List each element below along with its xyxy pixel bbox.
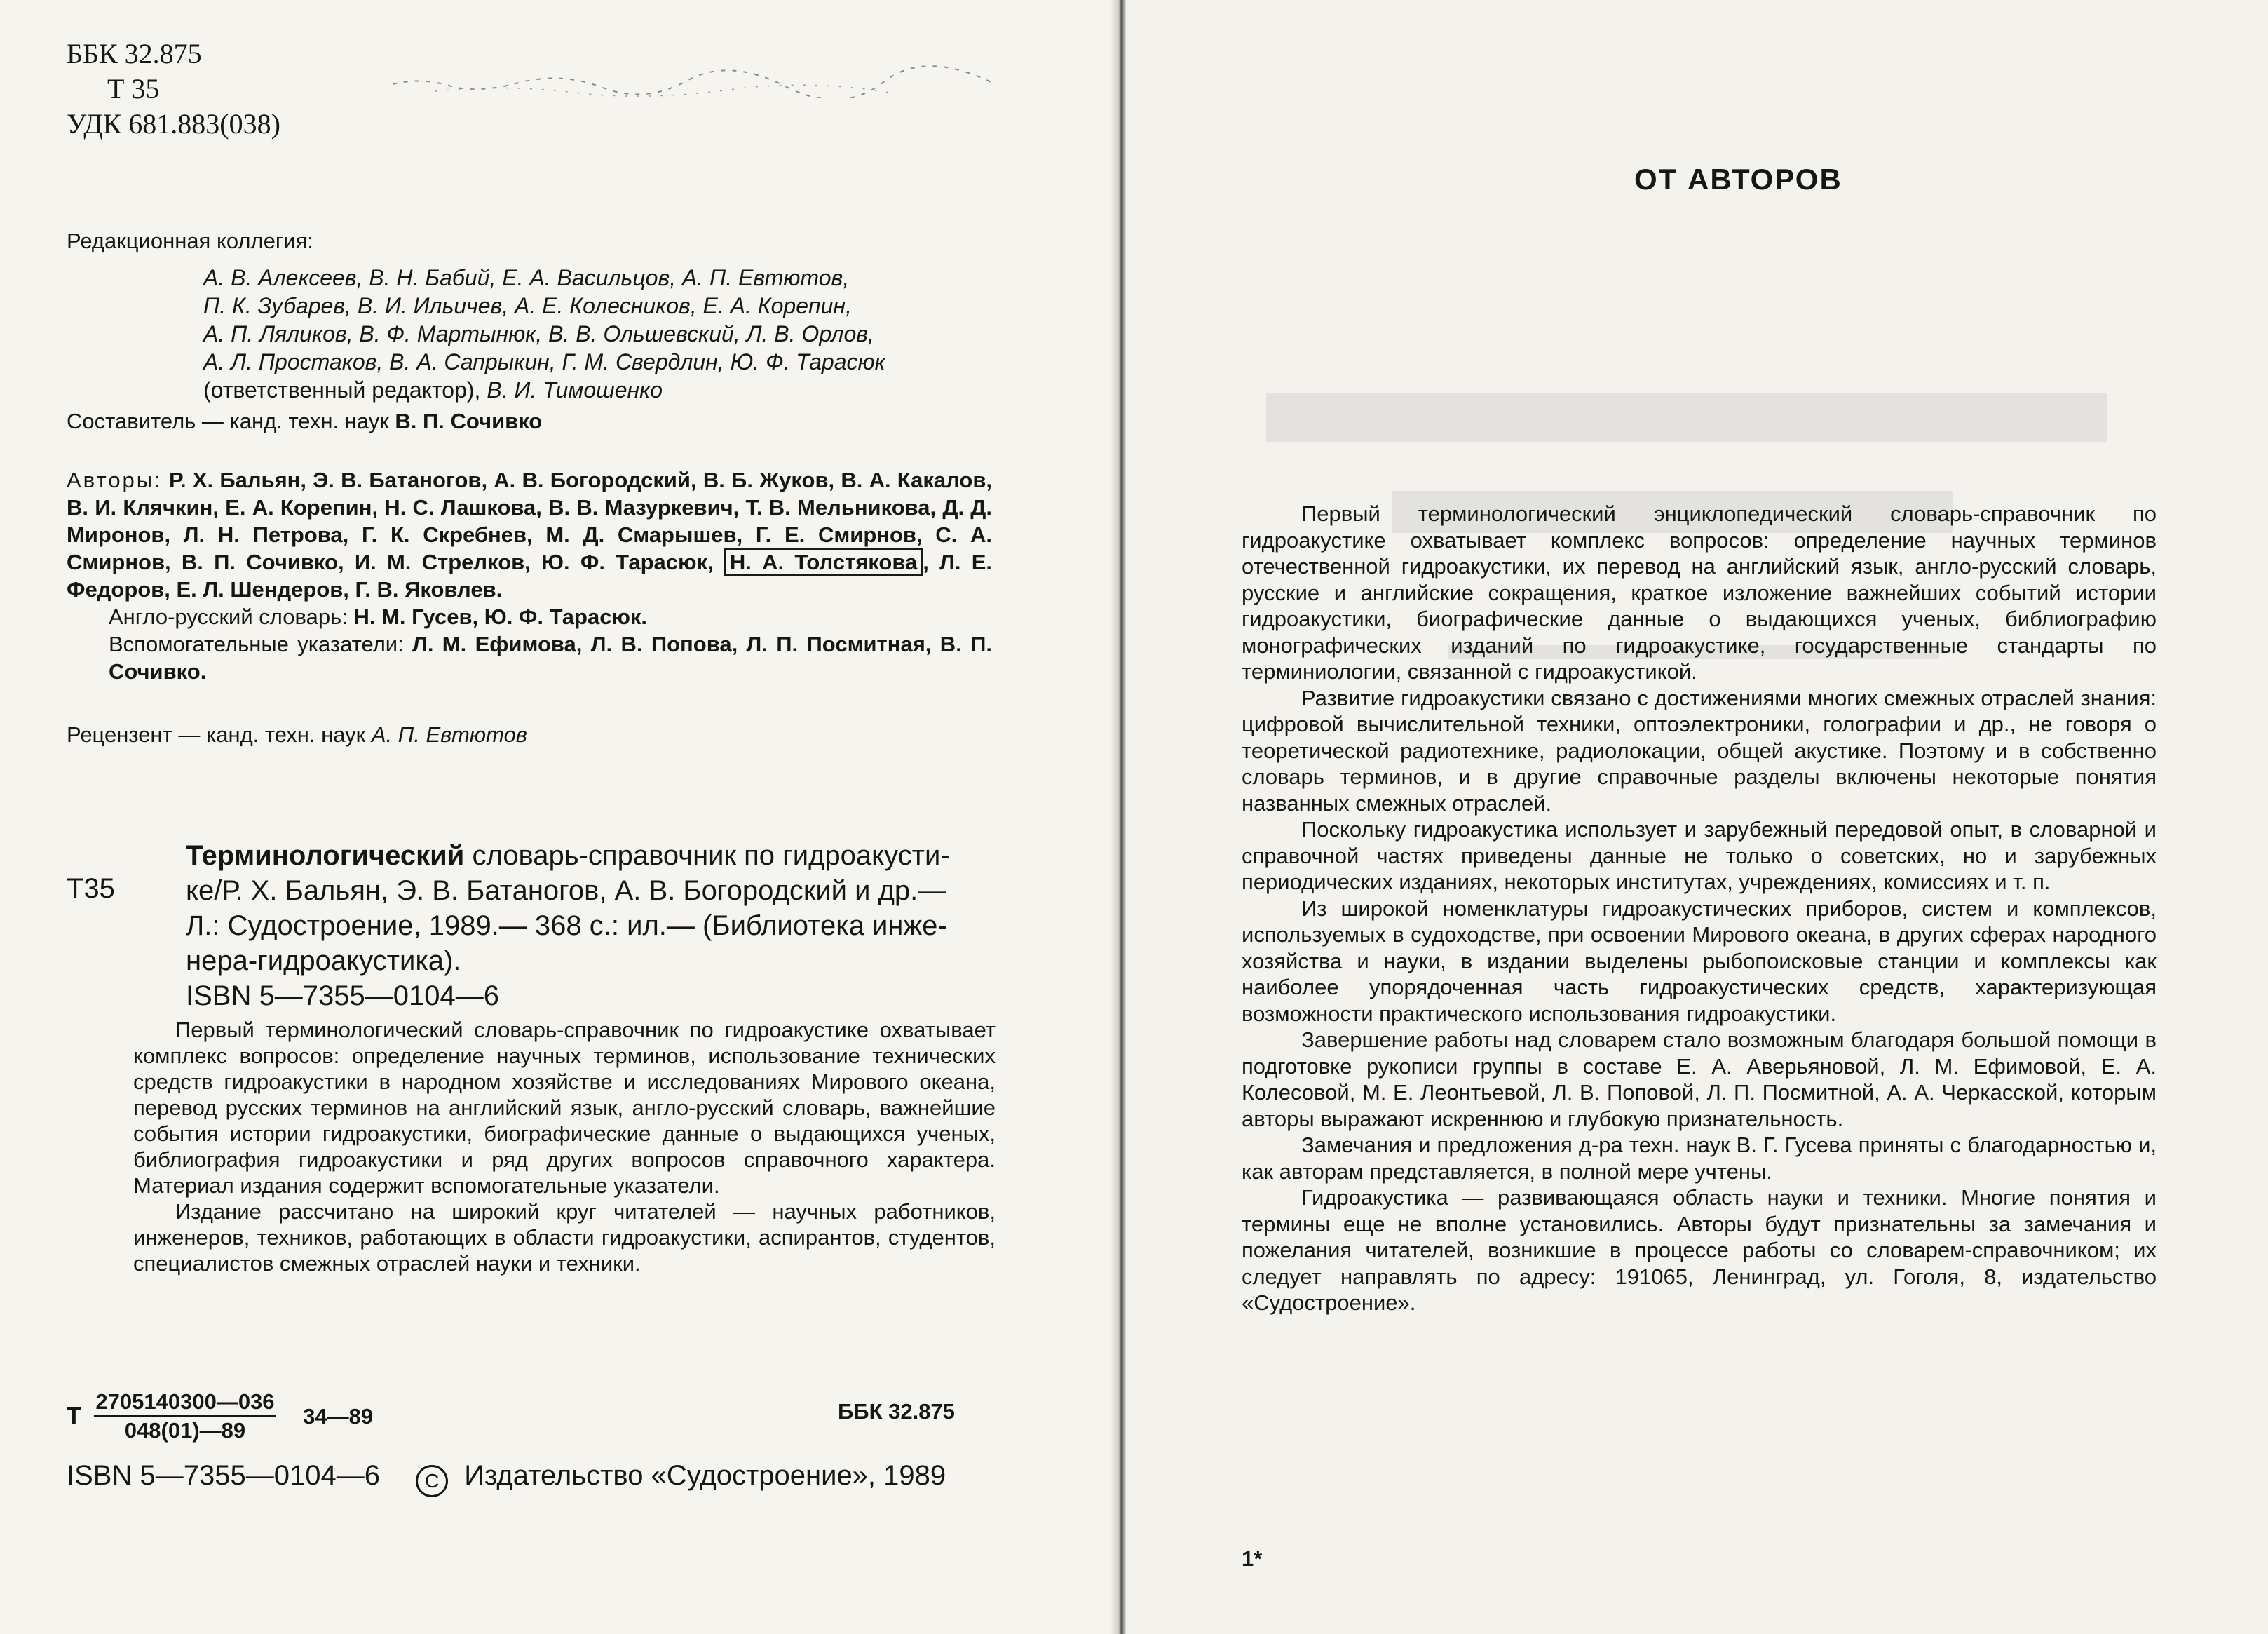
responsible-editor-name: В. И. Тимошенко	[487, 377, 663, 403]
authors-boxed-name: Н. А. Толстякова	[724, 548, 923, 576]
indexes-label: Вспомогательные указатели:	[109, 632, 404, 656]
bibliographic-code: Т35	[67, 873, 115, 904]
dictionary-names: Н. М. Гусев, Ю. Ф. Тарасюк.	[353, 605, 648, 629]
reviewer-line	[67, 722, 527, 748]
abstract-paragraph: Издание рассчитано на широкий круг читателей — научных работников, инженеров, техников, работающих в области гидроакустики, аспирантов, студентов, специалистов смежных отраслей науки и техники.	[133, 1199, 996, 1276]
bib-line: нера-гидроакустика).	[186, 945, 461, 976]
indexes-names: Л. М. Ефимова, Л. В. Попова, Л. П. Посмитная, В. П. Сочивко.	[109, 632, 992, 684]
udk-code: УДК 681.883(038)	[67, 108, 280, 140]
price-code	[67, 1389, 373, 1444]
bib-isbn: ISBN 5—7355—0104—6	[186, 980, 499, 1011]
copyright-text: Издательство «Судостроение», 1989	[464, 1460, 946, 1491]
dictionary-credit	[67, 603, 992, 630]
left-page	[0, 0, 1119, 1634]
price-code-letter: Т	[67, 1403, 81, 1429]
dictionary-label: Англо-русский словарь:	[109, 605, 348, 629]
bbk-bottom: ББК 32.875	[838, 1399, 955, 1424]
bib-line: Л.: Судостроение, 1989.— 368 с.: ил.— (Библиотека инже-	[186, 910, 947, 941]
authors-names-part2: , Л. Е. Федоров, Е. Л. Шендеров, Г. В. Яковлев.	[67, 550, 992, 602]
preface-paragraph: Завершение работы над словарем стало возможным благодаря большой помощи в подготовке рукописи группы в составе Е. А. Аверьяновой, Л. М. Ефимовой, Е. А. Колесовой, М. Е. Леонтьевой, Л. В. Поповой, Л. П. Посмитной, А. А. Черкасской, которым авторы выражают искреннюю и глубокую признательность.	[1242, 1027, 2157, 1131]
responsible-editor-note: (ответственный редактор),	[203, 377, 481, 403]
right-page	[1126, 0, 2268, 1634]
bib-line: ке/Р. Х. Бальян, Э. В. Батаногов, А. В. Богородский и др.—	[186, 875, 946, 906]
preface-paragraph: Гидроакустика — развивающаяся область науки и техники. Многие понятия и термины еще не вполне установились. Авторы будут признательны за замечания и пожелания читателей, возникшие в процессе работы со словарем-справочником; их следует направлять по адресу: 191065, Ленинград, ул. Гоголя, 8, издательство «Судостроение».	[1242, 1185, 2157, 1315]
preface-paragraph: Поскольку гидроакустика использует и зарубежный передовой опыт, в словарной и справочной частях приведены данные не только о советских, но и зарубежных периодических изданиях, некоторых институтах, учреждениях, комиссиях и т. п.	[1242, 817, 2157, 894]
reviewer-label: Рецензент — канд. техн. наук	[67, 722, 366, 747]
editorial-board-line: А. П. Ляликов, В. Ф. Мартынюк, В. В. Ольшевский, Л. В. Орлов,	[203, 321, 874, 346]
bbk-code: ББК 32.875	[67, 38, 202, 69]
page-heading: ОТ АВТОРОВ	[1634, 163, 1842, 196]
price-code-fraction	[94, 1389, 276, 1444]
bib-text: словарь-справочник по гидроакусти-	[464, 840, 950, 871]
preface-text	[1242, 501, 2157, 1316]
page-folio: 1*	[1242, 1546, 1263, 1571]
bib-line	[186, 838, 996, 873]
bib-title-bold: Терминологический	[186, 840, 465, 871]
preface-paragraph: Из широкой номенклатуры гидроакустических приборов, систем и комплексов, используемых в судоходстве, при освоении Мирового океана, в других сферах народного хозяйства и науки, в издании выделены рыбопоисковые станции и комплексы как наиболее упорядоченная часть гидроакустических средств, характеризующая возможности практического использования гидроакустики.	[1242, 896, 2157, 1026]
indexes-credit	[67, 630, 992, 685]
compiler-line	[67, 409, 542, 434]
author-sign: Т 35	[107, 73, 160, 104]
copyright-icon: C	[416, 1465, 448, 1497]
editorial-board-line: П. К. Зубарев, В. И. Ильичев, А. Е. Колесников, Е. А. Корепин,	[203, 293, 852, 318]
print-smudge	[393, 63, 996, 98]
price-code-order: 34—89	[303, 1403, 374, 1429]
price-code-numerator: 2705140300—036	[94, 1389, 276, 1417]
authors-block	[67, 466, 992, 685]
authors-list	[67, 466, 992, 603]
isbn-bottom: ISBN 5—7355—0104—6	[67, 1460, 380, 1491]
editorial-board-line	[203, 376, 996, 404]
bibliographic-record	[186, 838, 996, 1013]
editorial-board-label: Редакционная коллегия:	[67, 229, 313, 253]
preface-paragraph: Первый терминологический энциклопедический словарь-справочник по гидроакустике охватывает комплекс вопросов: определение научных терминов отечественной гидроакустики, их перевод на английский язык, англо-русский словарь, русские и английские сокращения, краткое изложение важнейших событий истории гидроакустики, биографические данные о выдающихся ученых, библиографию монографических изданий по гидроакустике, государственные стандарты по терминиологии, связанной с гидроакустикой.	[1242, 501, 2157, 684]
abstract	[133, 1017, 996, 1276]
reviewer-name: А. П. Евтютов	[371, 722, 527, 747]
abstract-paragraph: Первый терминологический словарь-справочник по гидроакустике охватывает комплекс вопросов: определение научных терминов, использование технических средств гидроакустики в народном хозяйстве и исследованиях Мирового океана, перевод русских терминов на английский язык, англо-русский словарь, важнейшие события истории гидроакустики, биографические данные о выдающихся ученых, библиография гидроакустики и ряд других вопросов справочного характера. Материал издания содержит вспомогательные указатели.	[133, 1018, 996, 1198]
price-code-denominator: 048(01)—89	[124, 1418, 246, 1443]
preface-paragraph: Развитие гидроакустики связано с достижениями многих смежных отраслей знания: цифровой вычислительной техники, оптоэлектроники, голографии и др., не говоря о теоретической радиотехнике, радиолокации, общей акустике. Поэтому и в собственно словарь терминов, и в другие справочные разделы включены некоторые понятия названных смежных отраслей.	[1242, 685, 2157, 816]
editorial-board-line: А. Л. Простаков, В. А. Сапрыкин, Г. М. Свердлин, Ю. Ф. Тарасюк	[203, 349, 885, 374]
editorial-board-line: А. В. Алексеев, В. Н. Бабий, Е. А. Васильцов, А. П. Евтютов,	[203, 265, 850, 290]
authors-names-part1: Р. Х. Бальян, Э. В. Батаногов, А. В. Богородский, В. Б. Жуков, В. А. Какалов, В. И. Клячкин, Е. А. Корепин, Н. С. Лашкова, В. В. Мазуркевич, Т. В. Мельникова, Д. Д. Миронов, Л. Н. Петрова, Г. К. Скребнев, М. Д. Смарышев, Г. Е. Смирнов, С. А. Смирнов, В. П. Сочивко, И. М. Стрелков, Ю. Ф. Тарасюк,	[67, 468, 992, 574]
compiler-name: В. П. Сочивко	[395, 409, 543, 433]
preface-paragraph: Замечания и предложения д-ра техн. наук В. Г. Гусева приняты с благодарностью и, как авторам представляется, в полной мере учтены.	[1242, 1133, 2157, 1184]
authors-label: Авторы:	[67, 468, 163, 492]
compiler-label: Составитель — канд. техн. наук	[67, 409, 389, 433]
isbn-copyright-line	[67, 1460, 946, 1497]
editorial-board-names	[203, 264, 996, 404]
classification-block	[67, 36, 280, 142]
